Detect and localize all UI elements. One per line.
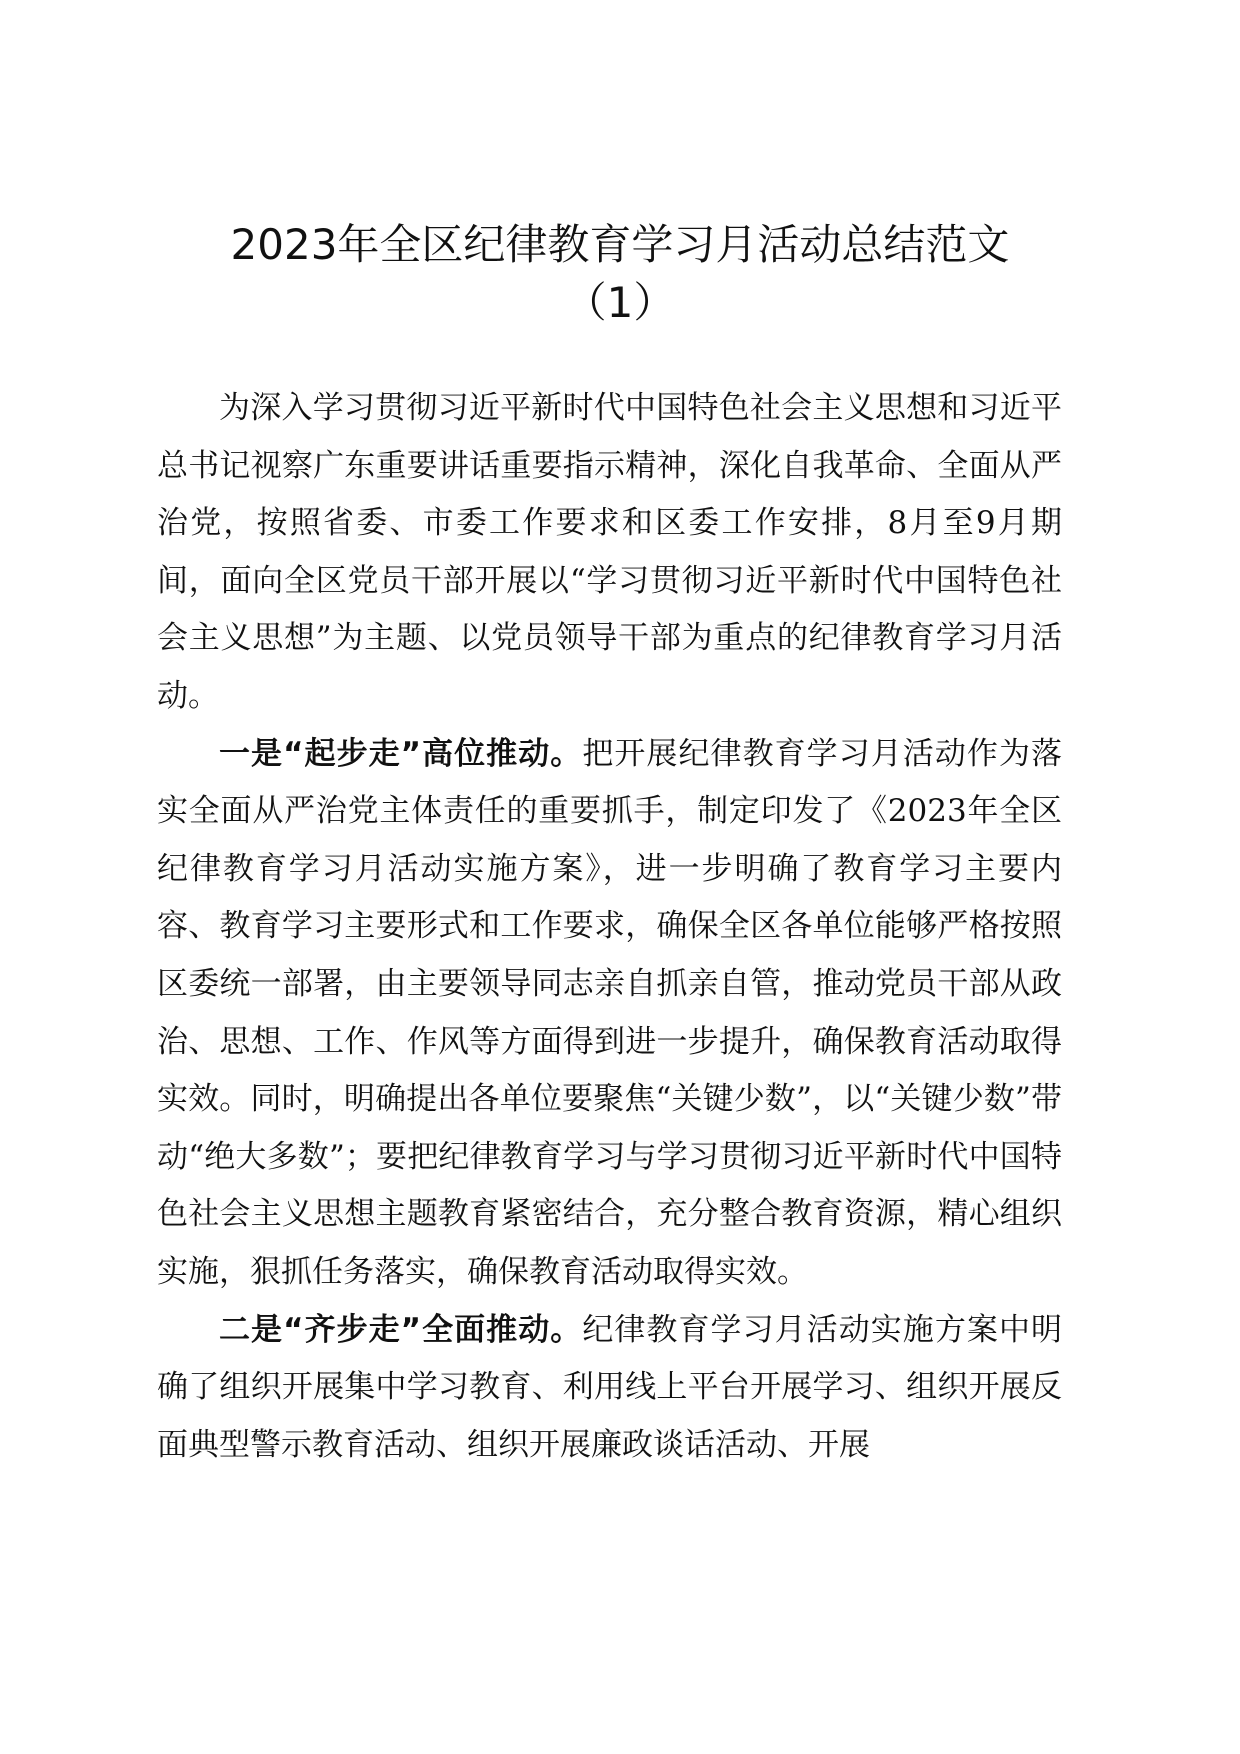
paragraph-lead: 二是“齐步走”全面推动。 (219, 1311, 583, 1348)
paragraph-text: 纪律教育学习月活动实施方案中明确了组织开展集中学习教育、利用线上平台开展学习、组织开展反面典型警示教育活动、组织开展廉政谈话活动、开展 (157, 1311, 1062, 1463)
document-title: 2023年全区纪律教育学习月活动总结范文 (230, 220, 1010, 269)
paragraph-point-2 (157, 1302, 1062, 1475)
paragraph-point-1 (157, 726, 1062, 1302)
paragraph-intro (157, 380, 1062, 726)
document-title-number: （1） (564, 278, 676, 327)
document-body (157, 380, 1062, 1474)
paragraph-text: 为深入学习贯彻习近平新时代中国特色社会主义思想和习近平总书记视察广东重要讲话重要指示精神，深化自我革命、全面从严治党，按照省委、市委工作要求和区委工作安排，8月至9月期间，面向全区党员干部开展以“学习贯彻习近平新时代中国特色社会主义思想”为主题、以党员领导干部为重点的纪律教育学习月活动。 (157, 390, 1062, 714)
paragraph-text: 把开展纪律教育学习月活动作为落实全面从严治党主体责任的重要抓手，制定印发了《2023年全区纪律教育学习月活动实施方案》，进一步明确了教育学习主要内容、教育学习主要形式和工作要求，确保全区各单位能够严格按照区委统一部署，由主要领导同志亲自抓亲自管，推动党员干部从政治、思想、工作、作风等方面得到进一步提升，确保教育活动取得实效。同时，明确提出各单位要聚焦“关键少数”，以“关键少数”带动“绝大多数”；要把纪律教育学习与学习贯彻习近平新时代中国特色社会主义思想主题教育紧密结合，充分整合教育资源，精心组织实施，狠抓任务落实，确保教育活动取得实效。 (157, 735, 1062, 1290)
paragraph-lead: 一是“起步走”高位推动。 (219, 735, 583, 772)
